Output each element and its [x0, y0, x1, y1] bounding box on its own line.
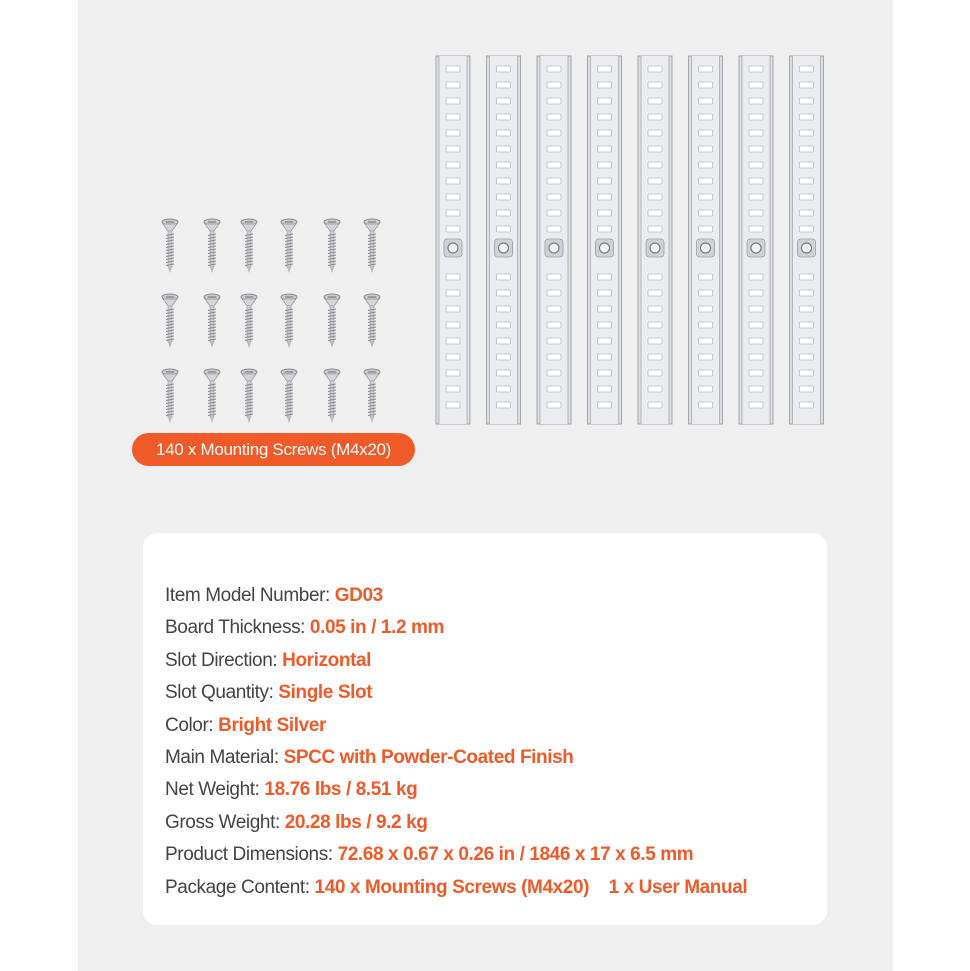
shelf-strip-icon — [689, 56, 723, 424]
spec-value: SPCC with Powder-Coated Finish — [283, 746, 574, 768]
screw-icon — [241, 219, 257, 273]
screw-icon — [162, 219, 178, 273]
shelf-strip-icon — [739, 56, 773, 424]
spec-row-slot-direction — [165, 645, 747, 677]
screw-icon — [281, 369, 297, 423]
spec-value: 18.76 lbs / 8.51 kg — [264, 779, 418, 801]
spec-row-net-weight — [165, 774, 747, 806]
screws-count-badge: 140 x Mounting Screws (M4x20) — [132, 433, 415, 466]
spec-row-dimensions — [165, 839, 747, 871]
screw-icon — [281, 294, 297, 348]
screws-image — [155, 215, 390, 425]
spec-list — [165, 580, 747, 904]
shelf-strip-icon — [588, 56, 622, 424]
spec-label: Item Model Number: — [165, 585, 335, 606]
screw-icon — [162, 294, 178, 348]
spec-row-material — [165, 742, 747, 774]
spec-label: Package Content: — [165, 876, 315, 898]
screw-icon — [241, 369, 257, 423]
spec-row-gross-weight — [165, 807, 747, 839]
spec-value: Horizontal — [282, 649, 372, 671]
spec-row-model — [165, 580, 747, 612]
spec-label: Gross Weight: — [165, 811, 285, 833]
screw-icon — [281, 219, 297, 273]
spec-row-package-content — [165, 872, 747, 904]
spec-value: 140 x Mounting Screws (M4x20) 1 x User Manual — [314, 876, 748, 898]
screw-icon — [204, 369, 220, 423]
spec-value: 20.28 lbs / 9.2 kg — [284, 811, 428, 833]
spec-row-slot-quantity — [165, 677, 747, 709]
screw-icon — [324, 369, 340, 423]
spec-label: Board Thickness: — [165, 617, 310, 639]
spec-value: 72.68 x 0.67 x 0.26 in / 1846 x 17 x 6.5 mm — [337, 844, 694, 866]
spec-label: Slot Direction: — [165, 649, 283, 671]
spec-row-color — [165, 710, 747, 742]
screw-icon — [204, 294, 220, 348]
screw-icon — [364, 219, 380, 273]
screw-icon — [324, 219, 340, 273]
screw-icon — [324, 294, 340, 348]
spec-value: Bright Silver — [218, 714, 326, 736]
shelf-strip-icon — [790, 56, 824, 424]
screw-icon — [241, 294, 257, 348]
spec-label: Product Dimensions: — [165, 844, 338, 866]
spec-label: Main Material: — [165, 746, 284, 768]
screw-icon — [162, 369, 178, 423]
spec-value: 0.05 in / 1.2 mm — [309, 617, 444, 639]
shelf-strip-icon — [487, 56, 521, 424]
screw-icon — [364, 294, 380, 348]
shelf-strip-icon — [537, 56, 571, 424]
spec-label: Net Weight: — [165, 779, 265, 801]
spec-value: GD03 — [334, 585, 383, 606]
shelf-strip-icon — [638, 56, 672, 424]
shelf-strips-image — [435, 55, 830, 425]
spec-value: Single Slot — [278, 682, 373, 704]
spec-label: Color: — [165, 714, 219, 736]
spec-label: Slot Quantity: — [165, 682, 279, 704]
spec-row-thickness — [165, 612, 747, 644]
screw-icon — [364, 369, 380, 423]
screw-icon — [204, 219, 220, 273]
specifications-card — [143, 533, 827, 925]
shelf-strip-icon — [436, 56, 470, 424]
